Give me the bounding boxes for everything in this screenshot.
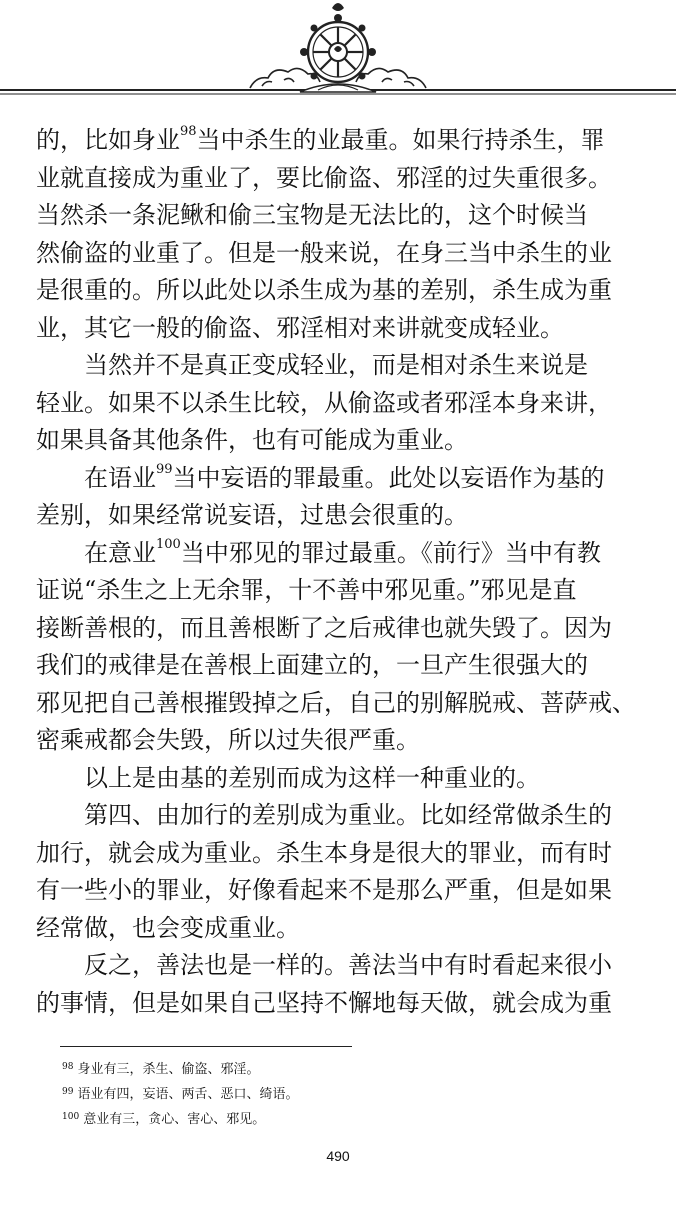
text-segment: 然偷盗的业重了。但是一般来说，在身三当中杀生的业 (36, 238, 612, 267)
footnote-number: 100 (62, 1112, 80, 1122)
text-segment: 当中妄语的罪最重。此处以妄语作为基的 (172, 463, 605, 492)
text-segment: 证说“杀生之上无余罪，十不善中邪见重。”邪见是直 (36, 576, 577, 604)
text-segment: 的事情，但是如果自己坚持不懈地每天做，就会成为重 (36, 988, 612, 1017)
text-line (36, 947, 648, 985)
text-line (36, 347, 648, 385)
text-line (36, 797, 648, 835)
text-segment: 当中杀生的业最重。如果行持杀生，罪 (196, 126, 605, 154)
text-segment: 第四、由加行的差别成为重业。比如经常做杀生的 (84, 801, 612, 829)
text-line (36, 985, 648, 1023)
text-line (36, 610, 648, 648)
text-segment: 当中邪见的罪过最重。《前行》当中有教 (180, 538, 601, 567)
footnote-text: 身业有三，杀生、偷盗、邪淫。 (77, 1062, 260, 1077)
text-line (36, 497, 648, 535)
dharma-wheel-icon (0, 0, 676, 110)
text-line (36, 835, 648, 873)
footnote-ref: 98 (180, 124, 197, 139)
footnote-ref: 99 (156, 461, 173, 477)
footnote-divider (60, 1046, 352, 1047)
footnote-ref: 100 (156, 536, 181, 552)
text-segment: 有一些小的罪业，好像看起来不是那么严重，但是如果 (36, 876, 612, 904)
text-segment: 在语业 (84, 463, 156, 492)
text-segment: 的，比如身业 (36, 126, 180, 154)
text-segment: 当然并不是真正变成轻业，而是相对杀生来说是 (84, 351, 588, 379)
text-segment: 反之，善法也是一样的。善法当中有时看起来很小 (84, 951, 612, 979)
footnote-text: 意业有三，贪心、害心、邪见。 (83, 1112, 266, 1127)
text-segment: 是很重的。所以此处以杀生成为基的差别，杀生成为重 (36, 276, 612, 304)
text-line (36, 385, 648, 423)
text-line (36, 460, 648, 498)
text-line (36, 197, 648, 235)
footnotes (62, 1058, 298, 1133)
text-line (36, 760, 648, 798)
text-segment: 加行，就会成为重业。杀生本身是很大的罪业，而有时 (36, 838, 612, 867)
text-segment: 轻业。如果不以杀生比较，从偷盗或者邪淫本身来讲， (36, 388, 612, 417)
text-segment: 当然杀一条泥鳅和偷三宝物是无法比的，这个时候当 (36, 201, 588, 229)
page-number: 490 (326, 1148, 350, 1164)
text-line (36, 422, 648, 460)
text-line (36, 572, 648, 610)
text-segment: 业，其它一般的偷盗、邪淫相对来讲就变成轻业。 (36, 313, 564, 342)
footnote-number: 99 (62, 1087, 74, 1097)
body-text (36, 122, 648, 1022)
text-line (36, 310, 648, 348)
text-segment: 以上是由基的差别而成为这样一种重业的。 (84, 763, 540, 792)
text-line (36, 722, 648, 760)
text-segment: 业就直接成为重业了，要比偷盗、邪淫的过失重很多。 (36, 163, 612, 192)
text-segment: 经常做，也会变成重业。 (36, 913, 300, 942)
text-segment: 密乘戒都会失毁，所以过失很严重。 (36, 726, 420, 754)
text-segment: 邪见把自己善根摧毁掉之后，自己的别解脱戒、菩萨戒、 (36, 688, 636, 717)
text-line (36, 872, 648, 910)
text-segment: 在意业 (84, 538, 156, 567)
text-line (36, 272, 648, 310)
footnote-text: 语业有四，妄语、两舌、恶口、绮语。 (77, 1087, 299, 1102)
text-line (36, 122, 648, 160)
text-line (36, 160, 648, 198)
footnote-item (62, 1058, 298, 1083)
footnote-item (62, 1108, 298, 1133)
page-header-ornament (0, 0, 676, 110)
text-segment: 我们的戒律是在善根上面建立的，一旦产生很强大的 (36, 651, 588, 679)
text-line (36, 235, 648, 273)
text-line (36, 535, 648, 573)
text-line (36, 685, 648, 723)
text-line (36, 647, 648, 685)
text-line (36, 910, 648, 948)
text-segment: 如果具备其他条件，也有可能成为重业。 (36, 426, 468, 454)
text-segment: 接断善根的，而且善根断了之后戒律也就失毁了。因为 (36, 613, 612, 642)
footnote-item (62, 1083, 298, 1108)
footnote-number: 98 (62, 1062, 74, 1072)
text-segment: 差别，如果经常说妄语，过患会很重的。 (36, 501, 468, 529)
